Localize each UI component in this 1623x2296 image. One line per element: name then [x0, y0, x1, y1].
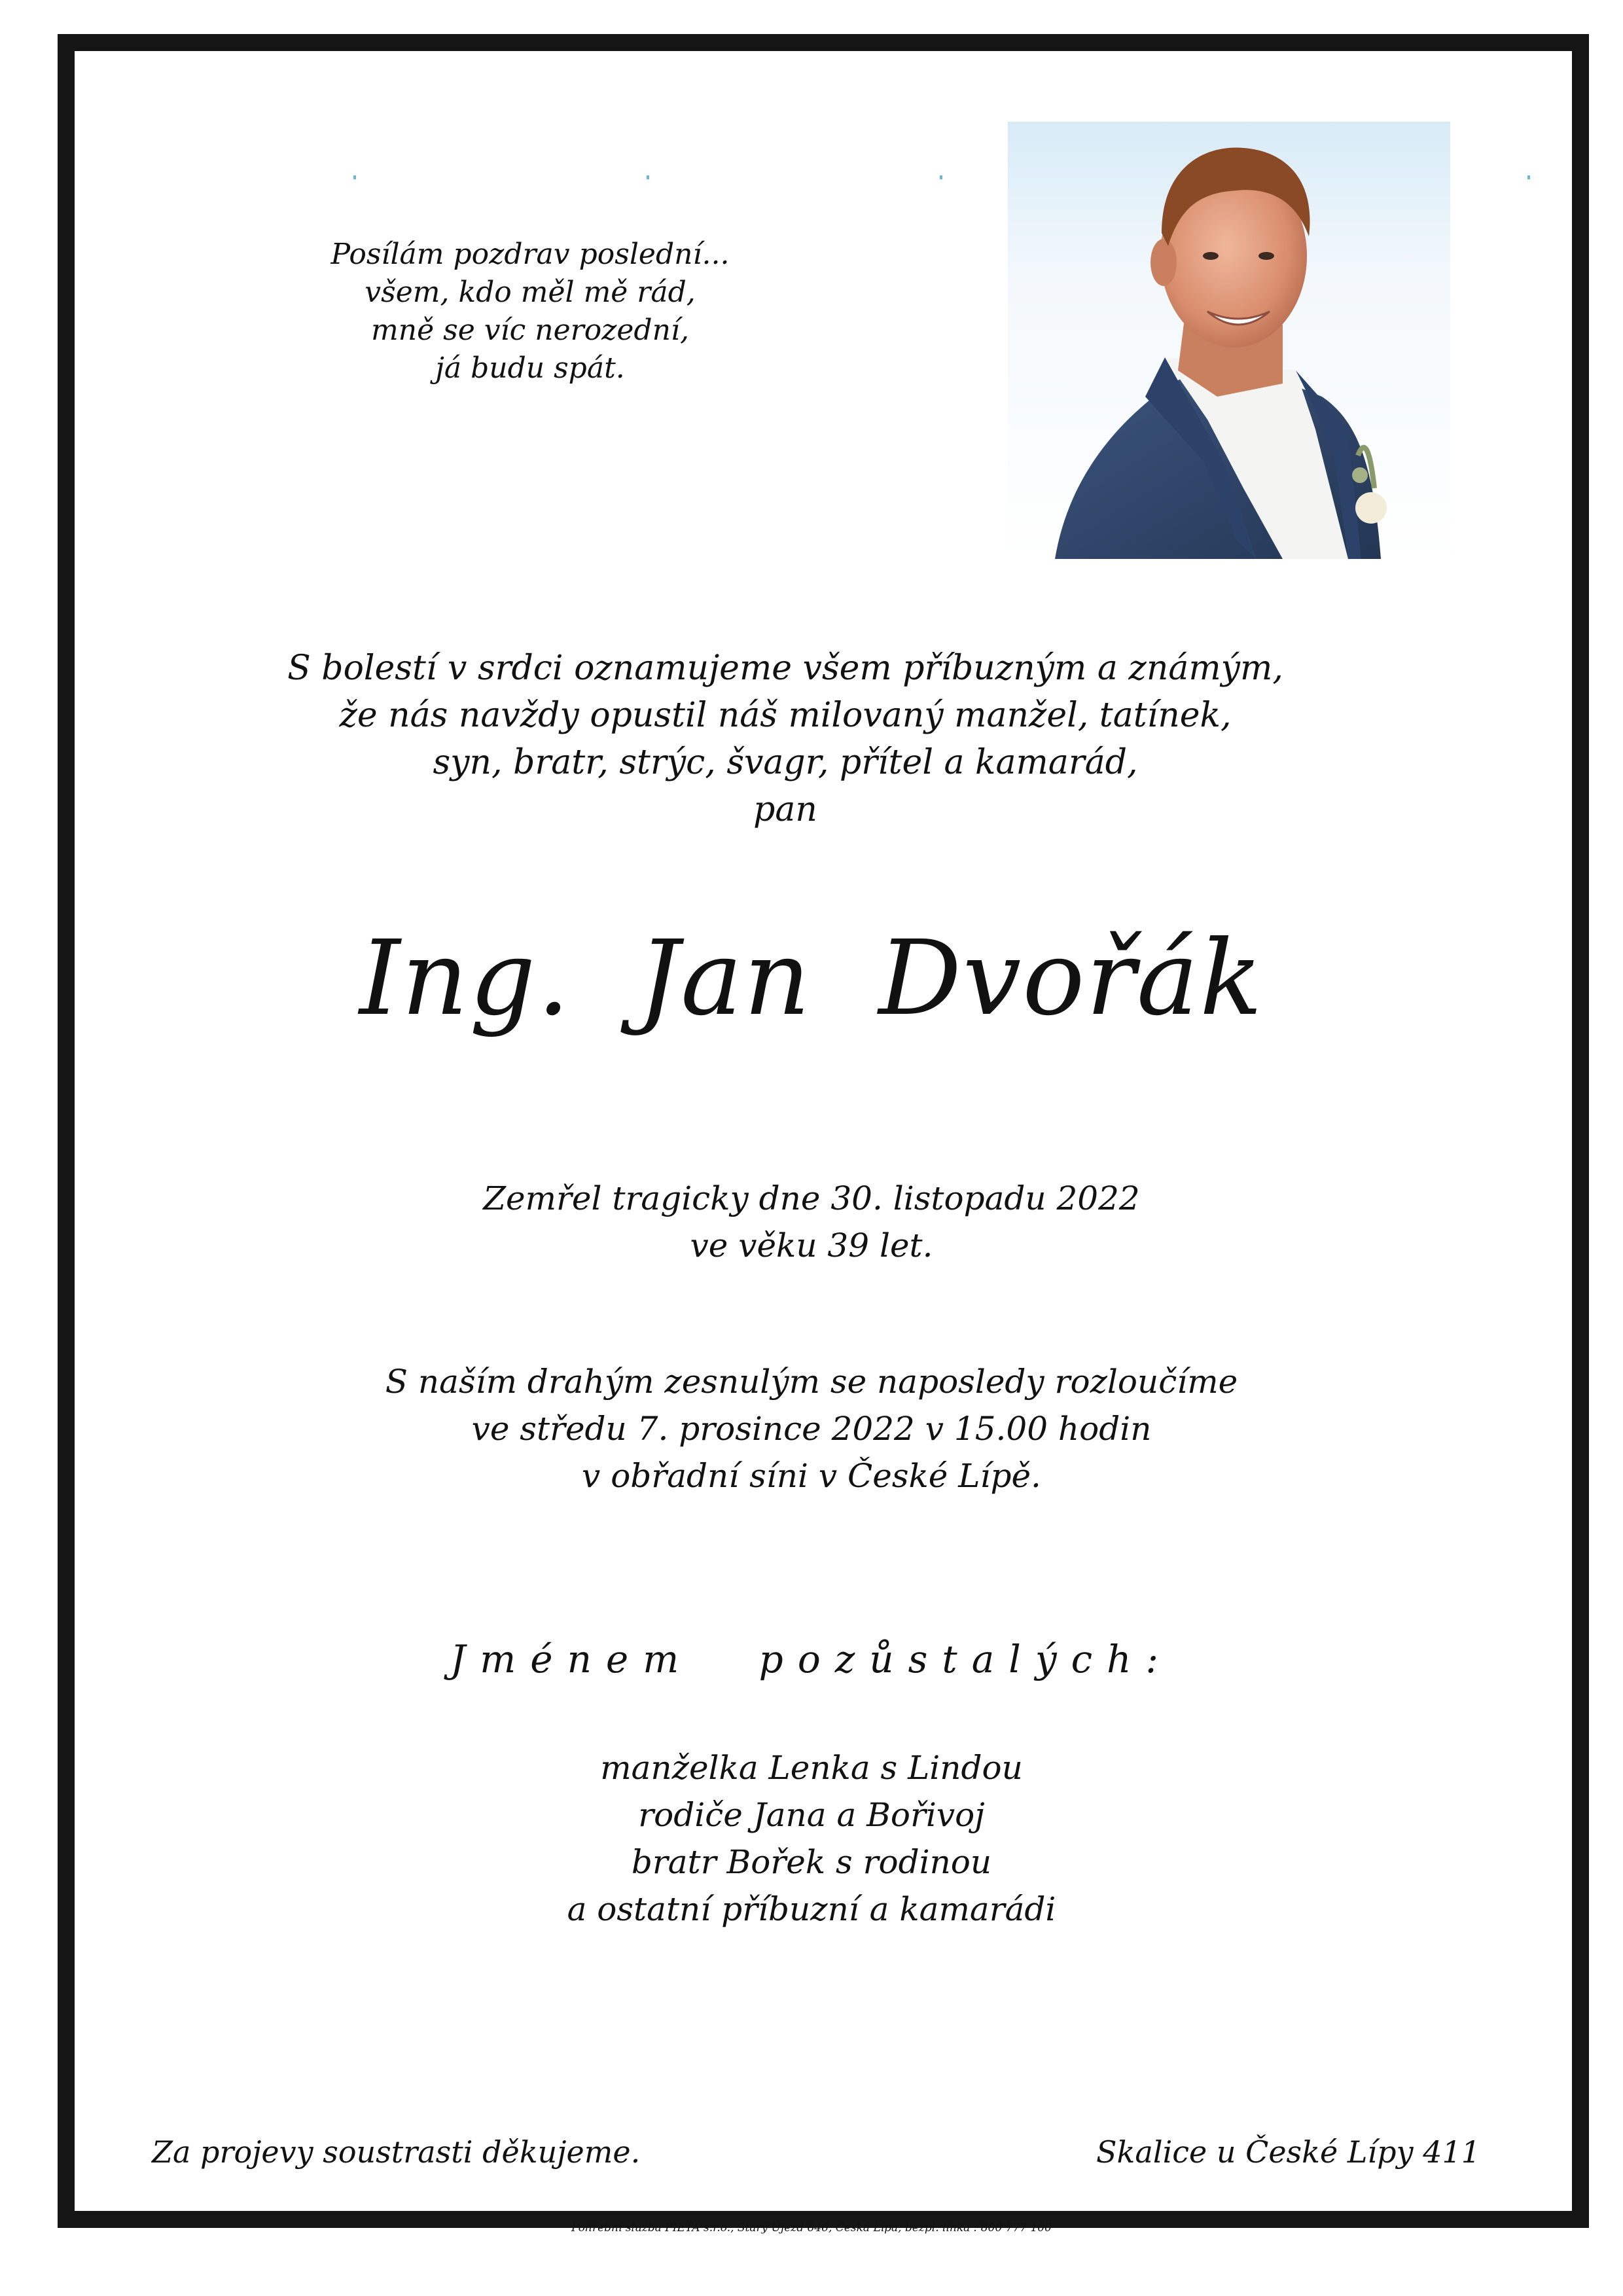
decorative-dot [647, 175, 649, 179]
announcement-line: S bolestí v srdci oznamujeme všem příbuzným a známým, [287, 649, 1283, 688]
bereaved-line: a ostatní příbuzní a kamarádi [567, 1890, 1056, 1928]
poem-line: všem, kdo měl mě rád, [365, 276, 696, 309]
bereaved-line: manželka Lenka s Lindou [600, 1749, 1023, 1787]
ceremony-line: S naším drahým zesnulým se naposledy rozloučíme [385, 1363, 1238, 1401]
poem-line: já budu spát. [435, 351, 625, 385]
poem [281, 236, 779, 387]
bereaved-list [419, 1744, 1204, 1933]
bereaved-heading: Jménem pozůstalých: [450, 1637, 1173, 1681]
ceremony-line: v obřadní síni v České Lípě. [582, 1457, 1041, 1495]
funeral-service-footer: Pohřební služba PIETA s.r.o., Starý Újezd 646, Česká Lípa, bezpl. linka : 800 777 100 [571, 2221, 1052, 2234]
announcement-line: že nás navždy opustil náš milovaný manžel, tatínek, [339, 696, 1232, 735]
ceremony-line: ve středu 7. prosince 2022 v 15.00 hodin [471, 1410, 1152, 1448]
decorative-dot [1527, 175, 1530, 179]
thanks-note: Za projevy soustrasti děkujeme. [152, 2134, 641, 2170]
death-info [353, 1175, 1270, 1269]
bereaved-line: bratr Bořek s rodinou [631, 1843, 992, 1881]
decorative-dot [353, 175, 356, 179]
ceremony-info [288, 1358, 1335, 1499]
poem-line: Posílám pozdrav poslední... [330, 238, 730, 271]
announcement-text [223, 645, 1348, 833]
portrait-illustration [1008, 122, 1450, 559]
poem-line: mně se víc nerozední, [371, 314, 689, 347]
announcement-line: pan [753, 790, 817, 829]
bereaved-line: rodiče Jana a Bořivoj [638, 1796, 985, 1834]
family-address: Skalice u České Lípy 411 [1096, 2134, 1480, 2170]
deceased-name: Ing. Jan Dvořák [359, 918, 1264, 1039]
death-line: Zemřel tragicky dne 30. listopadu 2022 [483, 1179, 1140, 1217]
death-line: ve věku 39 let. [690, 1227, 933, 1265]
announcement-line: syn, bratr, strýc, švagr, přítel a kamarád, [433, 743, 1138, 782]
portrait-photo [1008, 122, 1450, 559]
decorative-dot [940, 175, 942, 179]
